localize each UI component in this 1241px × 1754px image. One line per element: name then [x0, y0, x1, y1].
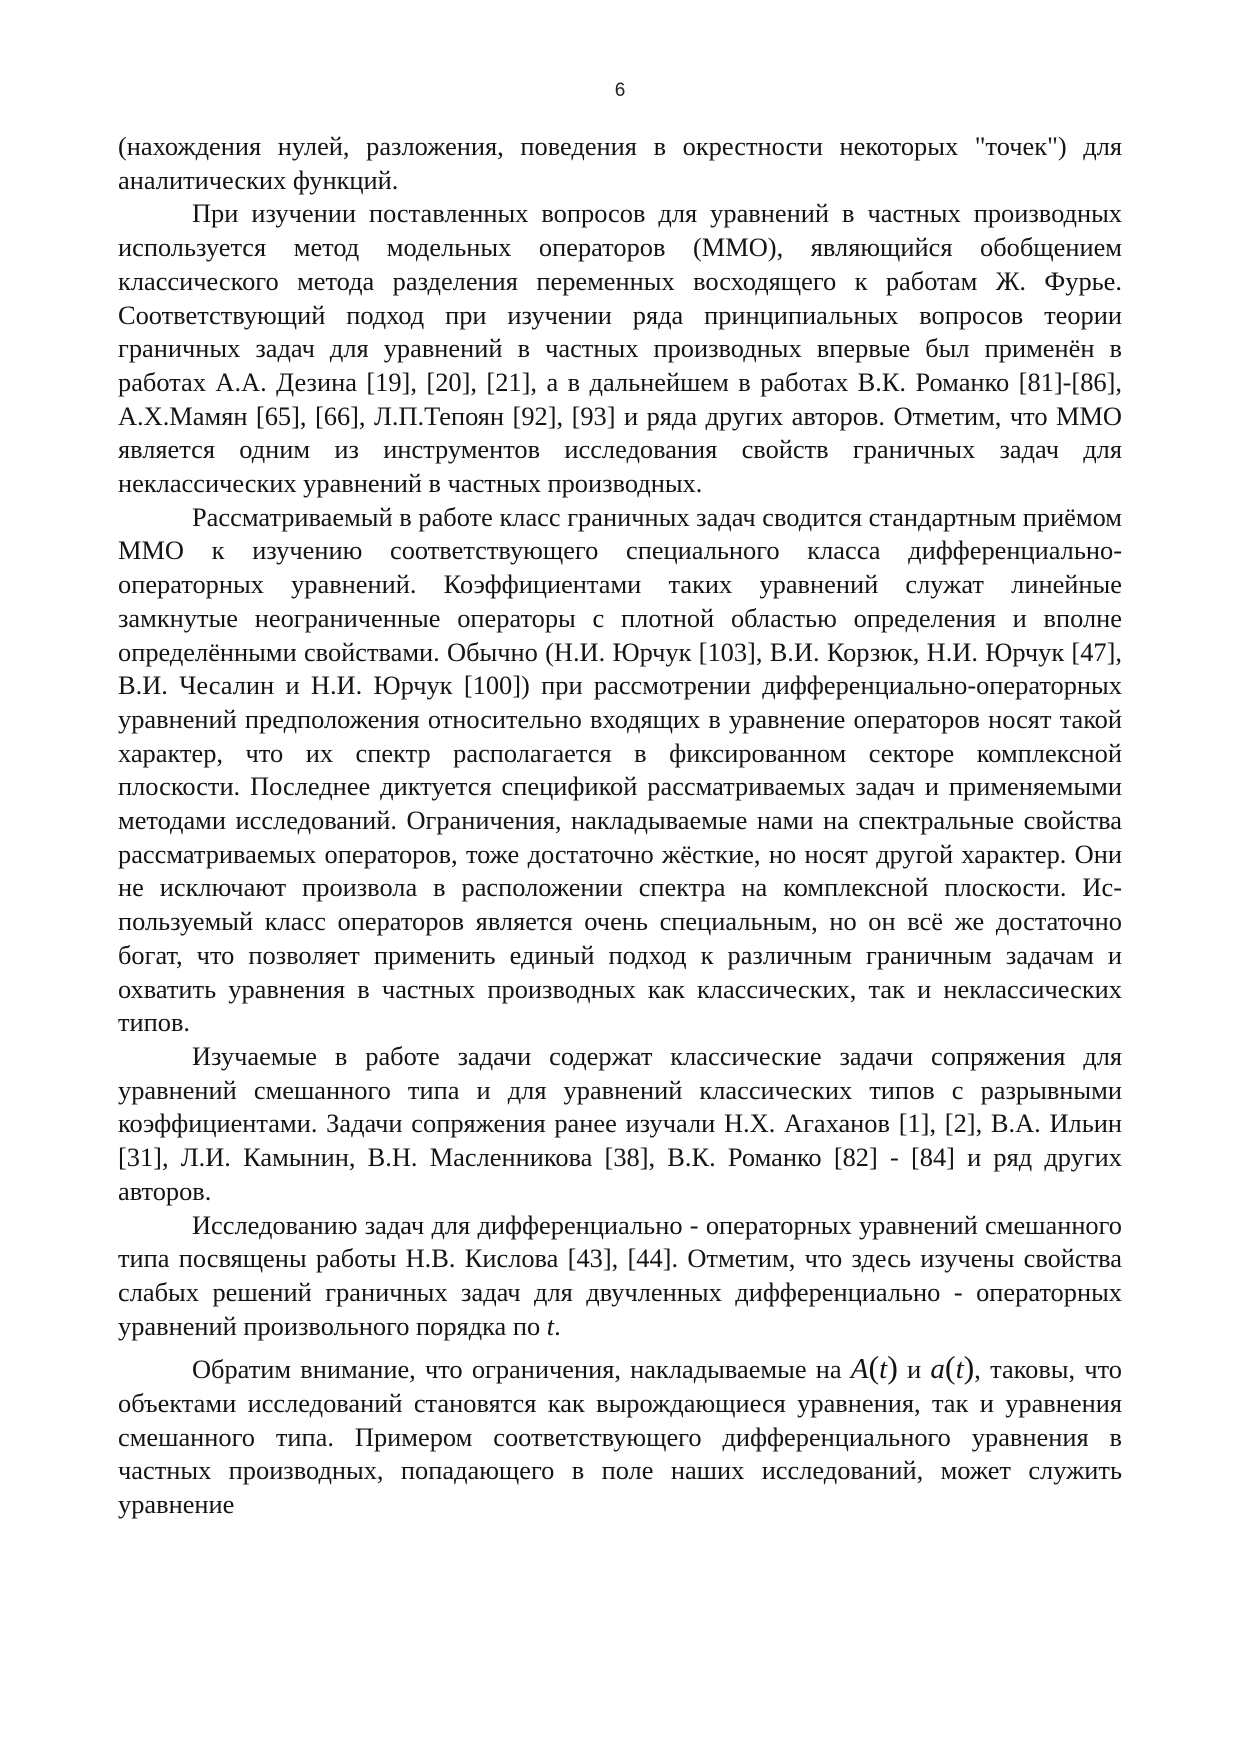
paragraph-end: .: [554, 1310, 561, 1341]
operator-A: A: [850, 1353, 869, 1386]
paragraph-restrictions: [118, 1351, 1122, 1522]
paragraph-mmo-method: [118, 197, 1122, 500]
argument-t: t: [879, 1353, 888, 1386]
paragraph-text: При изучении поставленных вопросов для уравнений в частных производных используется метод модельных операторов (ММО), являющийся обобщением классического метода разделения переменных восходящего к работам Ж. Фурье. Соответствующий подход при изучении ряда принципиальных вопросов теории граничных задач для уравнений в частных производных впервые был применён в работах А.А. Дезина [19], [20], [21], а в дальнейшем в работах В.К. Романко [81]-[86], А.Х.Мамян [65], [66], Л.П.Тепоян [92], [93] и ряда других авторов. Отметим, что ММО является одним из инструментов исследования свойств граничных задач для неклассических уравнений в частных производных.: [118, 198, 1122, 499]
paragraph-conjugation-problems: [118, 1040, 1122, 1209]
page-number: 6: [614, 80, 626, 101]
paren-close: ): [963, 1349, 975, 1386]
paragraph-text: Рассматриваемый в работе класс граничных задач сводится стандартным приёмом ММО к изучению соответствующего специального класса дифференциально-операторных уравнений. Коэффициентами таких уравнений служат линейные замкнутые неограниченные операторы с плотной областью определения и вполне определёнными свойствами. Обычно (Н.И. Юрчук [103], В.И. Корзюк, Н.И. Юрчук [47], В.И. Чесалин и Н.И. Юрчук [100]) при рассмотрении дифференциально-операторных уравнений предположения относительно входящих в уравнение операторов носят такой характер, что их спектр располагается в фиксированном секторе комплексной плоскости. Последнее диктуется спецификой рассматриваемых задач и применяемыми методами исследований. Ограничения, накладываемые нами на спектральные свойства рассматриваемых операторов, тоже достаточно жёсткие, но носят другой характер. Они не исключают произвола в расположении спектра на комплексной плоскости. Используемый класс операторов является очень специальным, но он всё же достаточно богат, что позволяет применить единый подход к различным граничным задачам и охватить уравнения в частных производных как классических, так и неклассических типов.: [118, 501, 1122, 1038]
paragraph-text-after: , таковы, что объектами исследований становятся как вырождающиеся уравнения, так и уравнения смешанного типа. Примером соответствующего дифференциального уравнения в частных производных, попадающего в поле наших исследований, может служить уравнение: [118, 1354, 1122, 1520]
paragraph-continuation: [118, 130, 1122, 197]
paren-close: ): [887, 1349, 898, 1386]
paragraph-operator-equations: [118, 501, 1122, 1040]
formula-A-of-t: [850, 1349, 898, 1386]
paren-open: (: [944, 1349, 956, 1386]
argument-t: t: [955, 1353, 964, 1386]
paren-open: (: [868, 1349, 880, 1386]
math-variable-t: t: [546, 1310, 555, 1341]
operator-a: a: [930, 1353, 945, 1386]
paragraph-text-before: Обратим внимание, что ограничения, накладываемые на: [192, 1354, 851, 1385]
page: [118, 0, 1122, 1754]
paragraph-text: (нахождения нулей, разложения, поведения в окрестности некоторых "точек") для аналитических функций.: [118, 131, 1122, 195]
paragraph-mixed-type: [118, 1209, 1122, 1344]
body-text: [118, 130, 1122, 1522]
paragraph-text: Изучаемые в работе задачи содержат классические задачи сопряжения для уравнений смешанного типа и для уравнений классических типов с разрывными коэффициентами. Задачи сопряжения ранее изучали Н.Х. Агаханов [1], [2], В.А. Ильин [31], Л.И. Камынин, В.Н. Масленникова [38], В.К. Романко [82] - [84] и ряд других авторов.: [118, 1040, 1122, 1206]
conjunction: и: [897, 1354, 931, 1385]
paragraph-text: Исследованию задач для дифференциально - операторных уравнений смешанного типа посвящены работы Н.В. Кислова [43], [44]. Отметим, что здесь изучены свойства слабых решений граничных задач для двучленных дифференциально - операторных уравнений произвольного порядка по: [118, 1209, 1122, 1341]
formula-a-of-t: [930, 1349, 975, 1386]
